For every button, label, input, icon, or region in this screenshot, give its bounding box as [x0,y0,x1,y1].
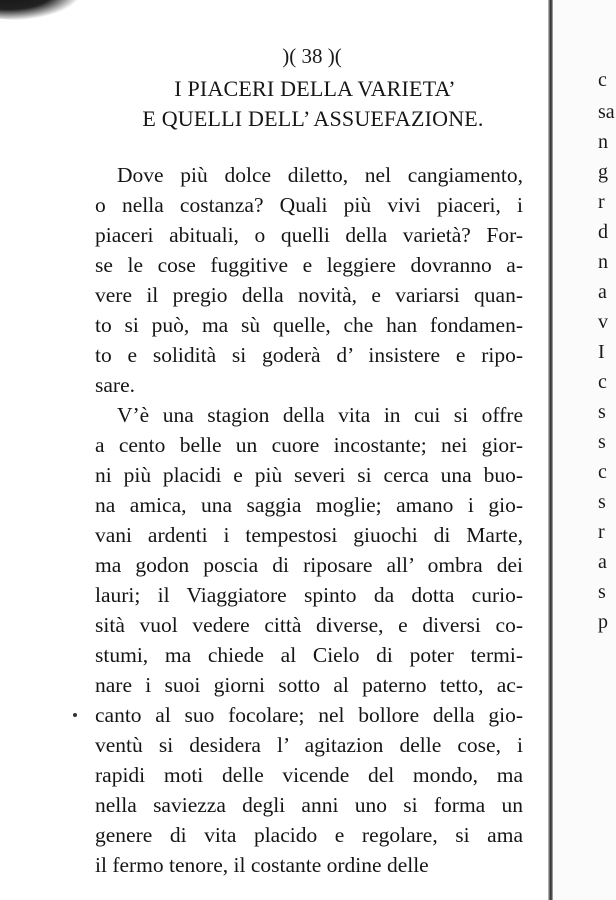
text-line: V’è una stagion della vita in cui si offre [117,403,523,427]
bleed-letter: a [598,551,607,573]
text-line: rapidi moti delle vicende del mondo, ma [95,763,523,787]
text-line: na amica, una saggia moglie; amano i gio- [95,493,523,517]
margin-mark [73,713,77,717]
bleed-letter: s [598,431,606,453]
text-line: vere il pregio della novità, e variarsi quan- [95,283,523,307]
bleed-letter: a [598,281,607,303]
text-line: to e solidità si goderà d’ insistere e ripo- [95,343,523,367]
text-line: a cento belle un cuore incostante; nei gior- [95,433,523,457]
bleed-letter: n [598,131,608,153]
chapter-title-line-2: E QUELLI DELL’ ASSUEFAZIONE. [142,106,484,131]
chapter-title-line-1: I PIACERI DELLA VARIETA’ [174,76,456,101]
bleed-letter: g [598,161,608,183]
text-line: piaceri abituali, o quelli della varietà? For- [95,223,523,247]
bleed-letter: I [598,341,605,363]
text-line: se le cose fuggitive e leggiere dovranno a- [95,253,523,277]
text-line: genere di vita placido e regolare, si ama [95,823,523,847]
page-number [252,44,372,69]
text-line: lauri; il Viaggiatore spinto da dotta curio- [95,583,523,607]
text-line: canto al suo focolare; nel bollore della gio- [95,703,523,727]
bleed-letter: r [598,521,605,543]
bleed-letter: c [598,69,607,91]
bleed-letter: c [598,371,607,393]
bleed-letter: r [598,191,605,213]
text-line: nare i suoi giorni sotto al paterno tetto, ac- [95,673,523,697]
text-line: ma godon poscia di riposare all’ ombra dei [95,553,523,577]
bleed-letter: n [598,251,608,273]
text-line: o nella costanza? Quali più vivi piaceri, i [95,193,523,217]
bleed-letter: s [598,401,606,423]
text-line: sità vuol vedere città diverse, e diversi co- [95,613,523,637]
bleed-letter: s [598,491,606,513]
scan-corner-shadow [0,0,80,20]
text-line: to si può, ma sù quelle, che han fondamen- [95,313,523,337]
page-number-text: )( 38 )( [282,44,342,68]
bleed-letter: p [598,611,608,633]
text-line: vani ardenti i tempestosi giuochi di Marte, [95,523,523,547]
text-line: nella saviezza degli anni uno si forma un [95,793,523,817]
bleed-letter: sa [598,101,615,123]
bleed-letter: c [598,461,607,483]
text-line: Dove più dolce diletto, nel cangiamento, [117,163,523,187]
bleed-letter: v [598,311,608,333]
text-line: ventù si desidera l’ agitazion delle cose, i [95,733,523,757]
text-line: il fermo tenore, il costante ordine delle [95,853,429,877]
page-gutter [548,0,553,900]
bleed-letter: d [598,221,608,243]
text-line: stumi, ma chiede al Cielo di poter termi- [95,643,523,667]
text-line: ni più placidi e più severi si cerca una buo- [95,463,523,487]
text-line: sare. [95,373,135,397]
bleed-letter: s [598,581,606,603]
